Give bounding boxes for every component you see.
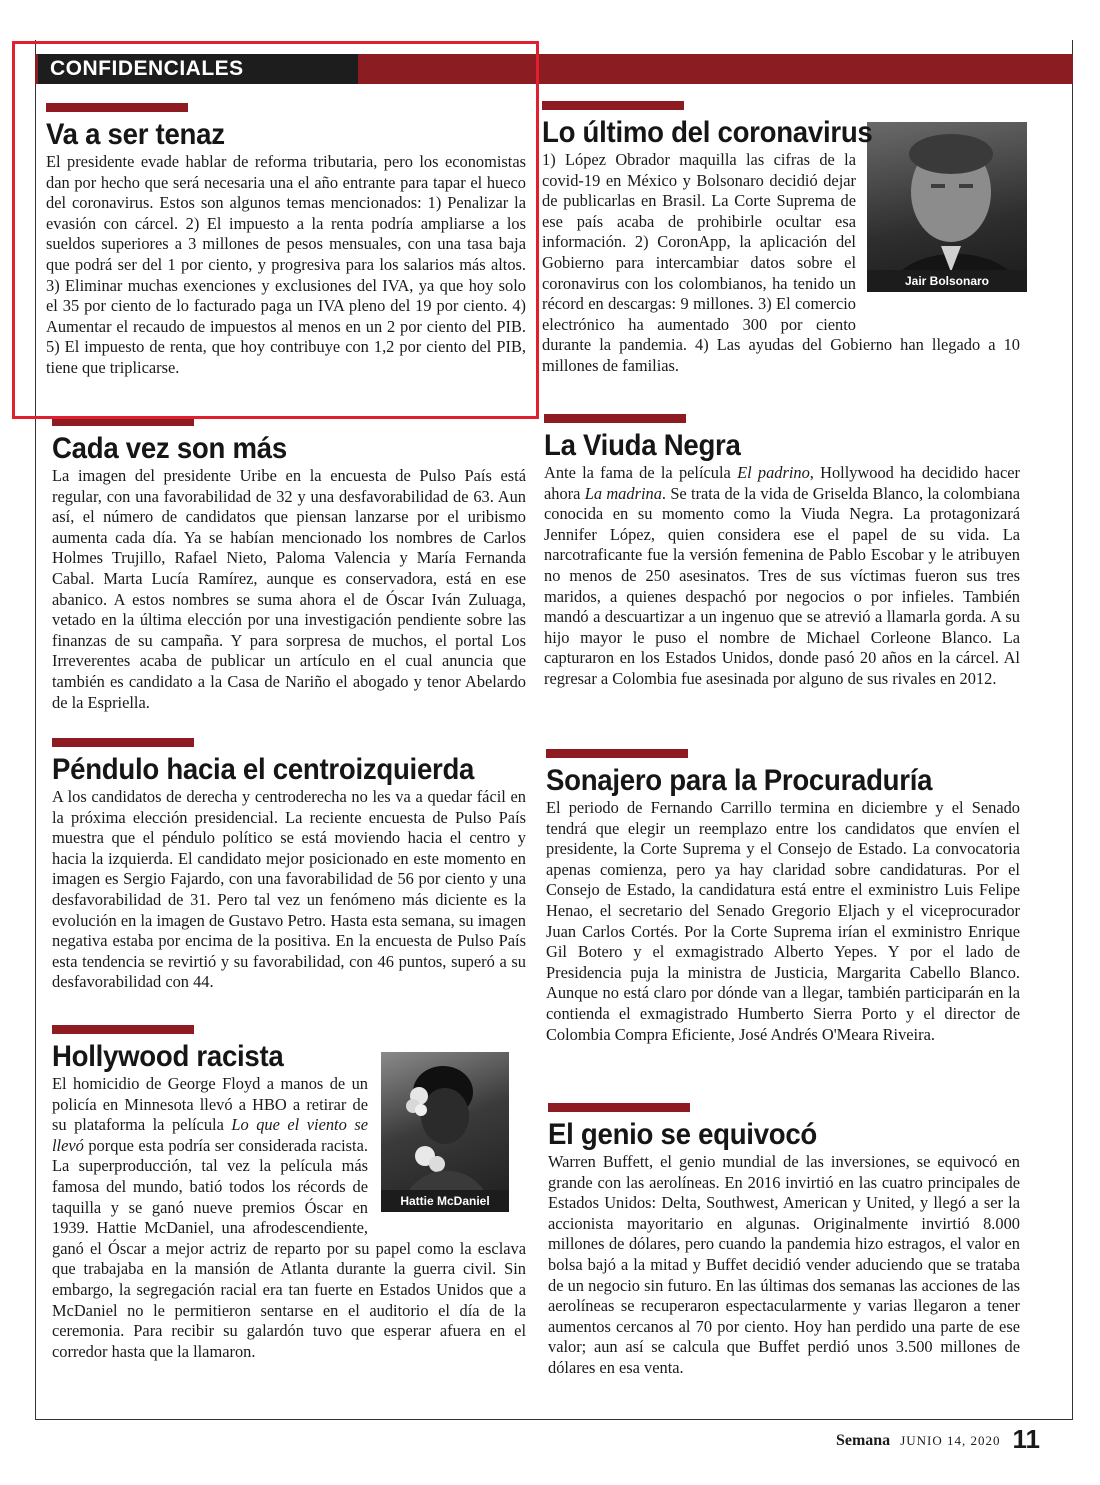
article-body: La imagen del presidente Uribe en la encuesta de Pulso País está regular, con una favorabilidad de 32 y una desfavorabilidad de 63. Aun así, el número de candidatos que piensan lanzarse por el uribismo aumenta cada día. Ya se habían mencionado los nombres de Carlos Holmes Trujillo, Rafael Nieto, Paloma Valencia y María Fernanda Cabal. Marta Lucía Ramírez, aunque es conservadora, está en ese abanico. A estos nombres se suma ahora el de Óscar Iván Zuluaga, vetado en la última elección por una investigación pendiente sobre las finanzas de su campaña. Y para sorpresa de muchos, el portal Los Irreverentes acaba de publicar un artículo en el cual anuncia que también es candidato a la Casa de Nariño el abogado y tenor Abelardo de la Espriella. [52,466,526,712]
article-body-text: porque esta podría ser considerada racista. La superproducción, tal vez la película más famosa del mundo, batió todos los récords de taquilla y se ganó nueve premios Óscar en 1939. Hattie McDaniel, una afrodescendiente, ganó el Óscar a mejor actriz de reparto por su papel como la esclava que trabajaba en la mansión de Atlanta durante la guerra civil. Sin embargo, la segregación racial era tan fuerte en Estados Unidos que a McDaniel no le permitieron sentarse en el auditorio el día de la ceremonia. Para recibir su galardón tuvo que esperar afuera en el corredor hasta que la llamaron. [52,1135,526,1361]
article-rule [52,417,194,426]
article-body: El presidente evade hablar de reforma tributaria, pero los economistas dan por hecho que será necesaria una el año entrante para tapar el hueco del coronavirus. Estos son algunos temas mencionados: 1) Penalizar la evasión con cárcel. 2) El impuesto a la renta podría ampliarse a los sueldos superiores a 3 millones de pesos mensuales, con una tasa baja que podrá ser del 1 por ciento, y progresiva para los salarios más altos. 3) Eliminar muchas exenciones y exclusiones del IVA, ya que hoy solo el 35 por ciento de lo facturado paga un IVA pleno del 19 por ciento. 4) Aumentar el recaudo de impuestos al menos en un 2 por ciento del PIB. 5) El impuesto de renta, que hoy contribuye con 1,2 por ciento del PIB, tiene que triplicarse. [46,152,526,377]
film-title: La madrina [584,483,662,503]
article-rule [542,101,684,110]
article-title: La Viuda Negra [544,429,741,462]
photo-float-space [856,150,1020,322]
article-la-viuda-negra [544,414,1020,690]
article-va-a-ser-tenaz [46,103,526,379]
article-body [542,150,1020,377]
article-rule [544,414,686,423]
article-title: Sonajero para la Procuraduría [546,764,933,797]
article-rule [52,738,194,747]
article-sonajero-procuraduria [546,749,1020,1045]
article-body [544,463,1020,690]
film-title: Lo que el viento se llevó [52,1115,368,1155]
article-body: A los candidatos de derecha y centroderecha no les va a quedar fácil en la próxima elección presidencial. La reciente encuesta de Pulso País muestra que el péndulo político se está moviendo hacia el centro y hacia la izquierda. El candidato mejor posicionado en este momento en imagen es Sergio Fajardo, con una favorabilidad de 56 por ciento y una desfavorabilidad de 31. Pero tal vez un fenómeno más diciente es la evolución en la imagen de Gustavo Petro. Hasta esta semana, su imagen negativa estaba por encima de la positiva. En la encuesta de Pulso País esta tendencia se revirtió y su favorabilidad, con 46 puntos, superó a su desfavorabilidad con 44. [52,787,526,992]
page-footer [836,1424,1040,1455]
article-title: Va a ser tenaz [46,118,225,151]
article-lo-ultimo-coronavirus [542,101,1020,377]
article-hollywood-racista [52,1025,526,1362]
article-body-text: El homicidio de George Floyd a manos de un policía en Minnesota llevó a HBO a retirar de su plataforma la película [52,1074,368,1135]
article-title: Hollywood racista [52,1040,284,1073]
article-body: El periodo de Fernando Carrillo termina en diciembre y el Senado tendrá que elegir un reemplazo entre los candidatos que envíen el presidente, la Corte Suprema y el Consejo de Estado. La convocatoria apenas comienza, pero ya hay claridad sobre candidaturas. Por el Consejo de Estado, la candidatura está entre el exministro Luis Felipe Henao, el secretario del Senado Gregorio Eljach y el viceprocurador Juan Carlos Cortés. Por la Corte Suprema irían el exministro Enrique Gil Botero y el exmagistrado Alberto Yepes. Y por el lado de Presidencia puja la ministra de Justicia, Margarita Cabello Blanco. Aunque no está claro por dónde van a llegar, también participarán en la contienda el exmagistrado Humberto Sierra Porto y el director de Colombia Compra Eficiente, José Andrés O'Meara Riveira. [546,798,1020,1044]
magazine-name: Semana [835,1432,891,1449]
issue-date: JUNIO 14, 2020 [900,1433,1001,1448]
article-body-text: , Hollywood ha decidido hacer ahora [544,463,1020,503]
article-title: Lo último del coronavirus [542,116,873,149]
article-body-text: . Se trata de la vida de Griselda Blanco, la colombiana conocida en su momento como la Viuda Negra. La protagonizará Jennifer López, quien considera ese el papel de su vida. La narcotraficante fue la versión femenina de Pablo Escobar y le atribuyen no menos de 250 asesinatos. Tres de sus víctimas fueron sus tres maridos, a quienes despachó por negocios o por infieles. También mandó a descuartizar a un ingenuo que se atrevió a llamarla gorda. A su hijo mayor le puso el nombre de Michael Corleone Blanco. La capturaron en los Estados Unidos, donde pasó 20 años en la cárcel. Al regresar a Colombia fue asesinada por alguno de sus rivales en 2012. [544,483,1020,688]
photo-float-space [368,1074,526,1224]
article-rule [52,1025,194,1034]
section-label: CONFIDENCIALES [38,54,358,84]
article-pendulo [52,738,526,993]
article-body: Warren Buffett, el genio mundial de las inversiones, se equivocó en grande con las aerolíneas. En 2016 invirtió en las cuatro principales de Estados Unidos: Delta, Southwest, American y United, y llegó a ser la accionista mayoritario en algunas. Originalmente invirtió 8.000 millones de dólares, pero cuando la pandemia hizo estragos, el valor en bolsa bajó a la mitad y Buffet decidió vender aduciendo que se trataba de un negocio sin futuro. En las últimas dos semanas las acciones de las aerolíneas se recuperaron espectacularmente y varias llegaron a tener aumentos cercanos al 70 por ciento. Hoy han perdido una parte de ese valor; aun así se calcula que Buffet perdió unos 3.500 millones de dólares en esa venta. [548,1152,1020,1377]
article-rule [546,749,688,758]
page-number: 11 [1012,1424,1040,1454]
film-title: El padrino [737,463,810,482]
article-title: Cada vez son más [52,432,287,465]
article-rule [46,103,188,112]
article-body-text: Ante la fama de la película [544,463,738,482]
photo-caption: Jair Bolsonaro [867,270,1027,292]
article-body [52,1074,526,1362]
article-el-genio-se-equivoco [548,1103,1020,1379]
article-cada-vez-son-mas [52,417,526,713]
article-title: El genio se equivocó [548,1118,818,1151]
photo-caption: Hattie McDaniel [381,1190,509,1212]
article-body-text: 1) López Obrador maquilla las cifras de la covid-19 en México y Bolsonaro decidió dejar de publicarlas en Brasil. La Corte Suprema de ese país acaba de prohibirle ocultar esa información. 2) CoronApp, la aplicación del Gobierno para intercambiar datos sobre el coronavirus con los colombianos, ha tenido un récord en descargas: 9 millones. 3) El comercio electrónico ha aumentado 300 por ciento durante la pandemia. 4) Las ayudas del Gobierno han llegado a 10 millones de familias. [542,150,1020,375]
article-title: Péndulo hacia el centroizquierda [52,753,475,786]
article-rule [548,1103,690,1112]
